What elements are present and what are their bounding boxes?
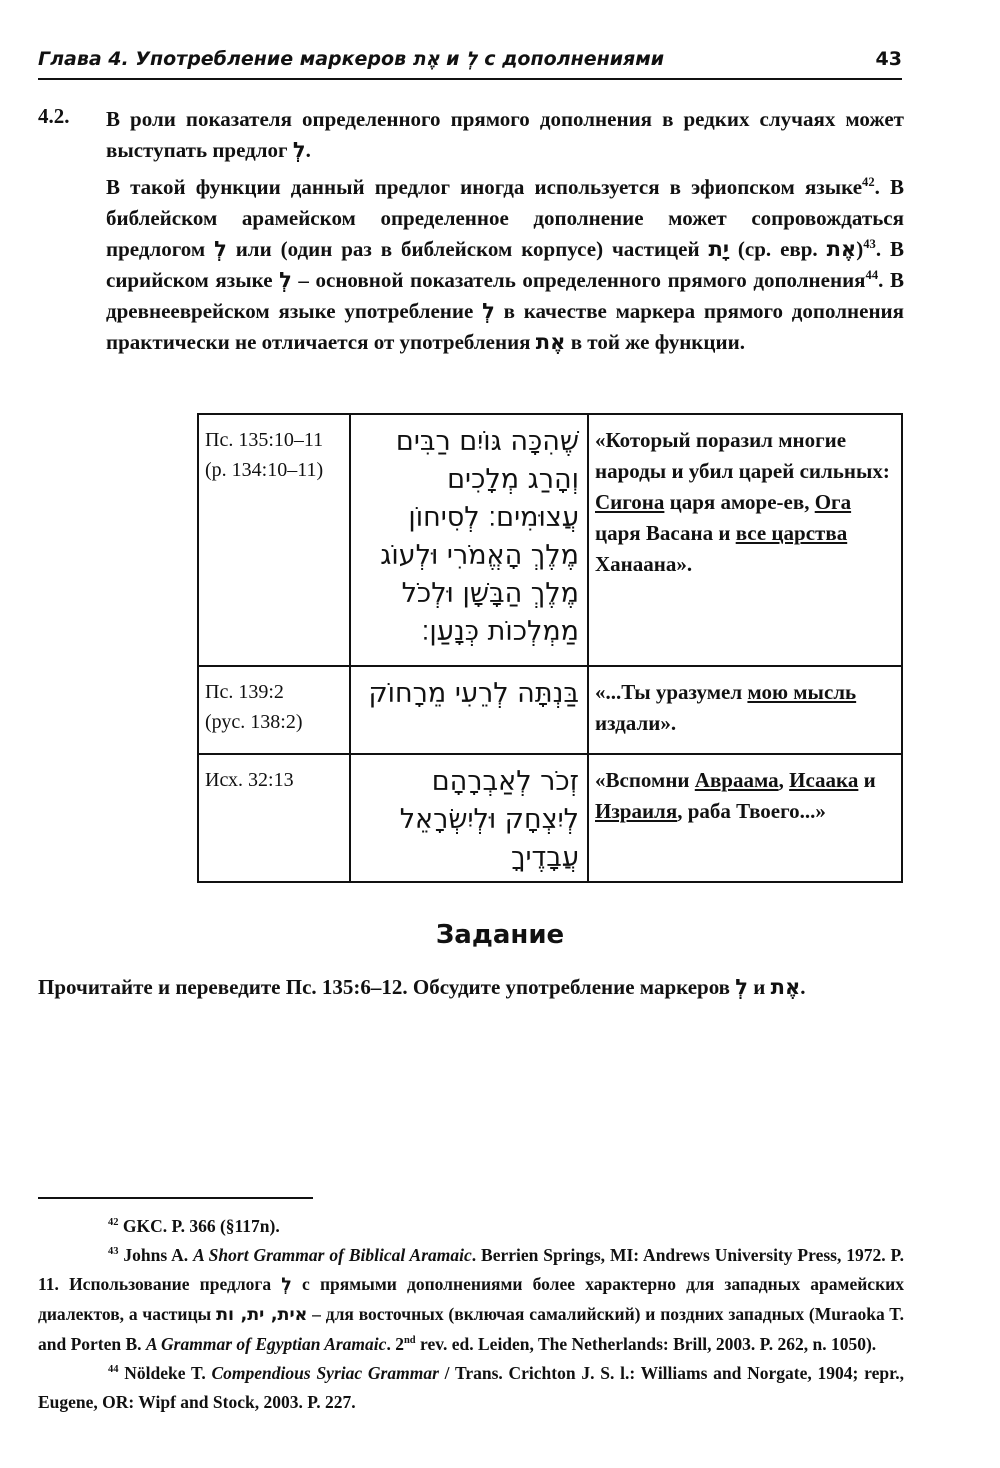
hebrew-text-cell: שֶׁהִכָּה גּוֹיִם רַבִּים וְהָרַג מְלָכִים עֲצוּמִים׃ לְסִיחוֹן מֶלֶךְ הָאֱמֹרִי וּלְעוֹג מֶלֶךְ הַבָּשָׁן וּלְכֹל מַמְלְכוֹת כְּנָעַן׃: [350, 414, 588, 666]
table-row: [198, 414, 902, 666]
chapter-title: Глава 4. Употребление маркеров אֶת и לְ с дополнениями: [38, 48, 665, 70]
footnote-divider: [38, 1197, 313, 1199]
reference-cell: Исх. 32:13: [198, 754, 350, 882]
section-number: 4.2.: [38, 104, 70, 128]
table-row: [198, 754, 902, 882]
footnote-42: $^{42}$ GKC. P. 366 (§117n).: [108, 1216, 280, 1236]
translation-cell: «Который поразил многие народы и убил царей сильных: Сигона царя аморе-ев, Ога царя Васана и все царства Ханаана».: [588, 414, 902, 666]
task-heading: Задание: [435, 920, 565, 950]
task-text: Прочитайте и переведите Пс. 135:6–12. Обсудите употребление маркеров לְ и אֶת.: [38, 975, 806, 999]
reference-cell: Пс. 139:2 (рус. 138:2): [198, 666, 350, 754]
section-paragraph-1: В роли показателя определенного прямого дополнения в редких случаях может выступать предлог לְ.: [106, 107, 904, 162]
section-paragraph-2: В такой функции данный предлог иногда используется в эфиопском языке$^{42}$. В библейском арамейском определенное дополнение может сопровождаться предлогом לְ или (один раз в библейском корпусе) частицей יָת (ср. евр. אֶת)$^{43}$. В сирийском языке לְ – основной показатель определенного прямого дополнения$^{44}$. В древнееврейском языке употребление לְ в качестве маркера прямого дополнения практически не отличается от употребления אֶת в той же функции.: [106, 175, 905, 354]
table-row: [198, 666, 902, 754]
examples-table: [197, 413, 903, 883]
footnote-43: $^{43}$ Johns A. A Short Grammar of Biblical Aramaic. Berrien Springs, MI: Andrews University Press, 1972. P. 11. Использование предлога לְ с прямыми дополнениями более характерно для западных арамейских диалектов, а частицы אית, ית, ות – для восточных (включая самалийский) и поздних западных (Muraoka T. and Porten B. A Grammar of Egyptian Aramaic. 2nd rev. ed. Leiden, The Netherlands: Brill, 2003. P. 262, n. 1050).: [38, 1245, 904, 1354]
running-header: [38, 48, 902, 80]
footnotes: [38, 1212, 904, 1417]
hebrew-text-cell: בַּנְתָּה לְרֵעִי מֵרָחוֹק: [350, 666, 588, 754]
hebrew-text-cell: זְכֹר לְאַבְרָהָם לְיִצְחָק וּלְיִשְׂרָאֵל עֲבָדֶיךָ: [350, 754, 588, 882]
translation-cell: «...Ты уразумел мою мысль издали».: [588, 666, 902, 754]
page-number: 43: [875, 48, 902, 70]
translation-cell: «Вспомни Авраама, Исаака и Израиля, раба Твоего...»: [588, 754, 902, 882]
footnote-44: $^{44}$ Nöldeke T. Compendious Syriac Grammar / Trans. Crichton J. S. l.: Williams and Norgate, 1904; repr., Eugene, OR: Wipf and Stock, 2003. P. 227.: [38, 1363, 904, 1412]
reference-cell: Пс. 135:10–11 (р. 134:10–11): [198, 414, 350, 666]
